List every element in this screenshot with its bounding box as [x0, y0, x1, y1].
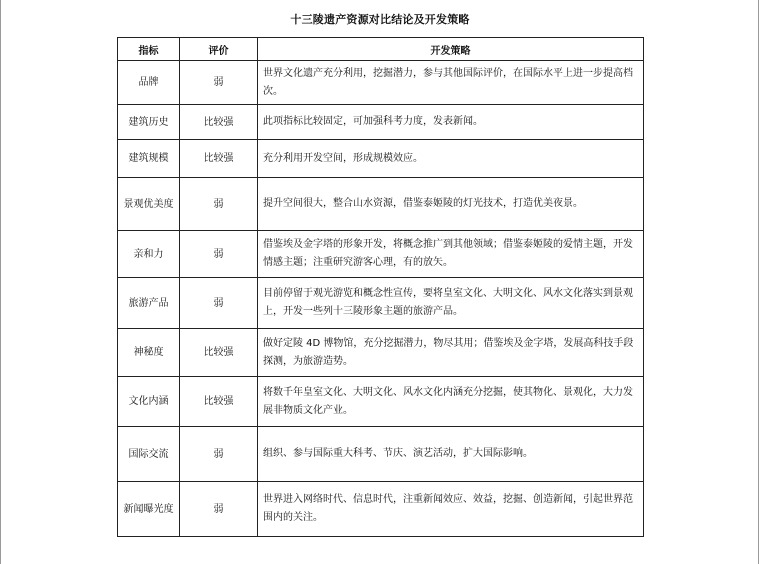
rating-cell: 弱	[180, 482, 258, 537]
table-row	[118, 377, 644, 427]
table-row	[118, 278, 644, 329]
strategy-cell: 充分利用开发空间，形成规模效应。	[258, 140, 644, 178]
indicator-cell: 景观优美度	[118, 178, 180, 231]
strategy-cell: 做好定陵 4D 博物馆，充分挖掘潜力，物尽其用；借鉴埃及金字塔，发展高科技手段探测，为旅游造势。	[258, 329, 644, 377]
indicator-cell: 新闻曝光度	[118, 482, 180, 537]
header-indicator: 指标	[118, 38, 180, 61]
header-strategy: 开发策略	[258, 38, 644, 61]
strategy-cell: 组织、参与国际重大科考、节庆、演艺活动，扩大国际影响。	[258, 427, 644, 482]
page-right-border	[758, 0, 759, 564]
table-header-row	[118, 38, 644, 61]
indicator-cell: 神秘度	[118, 329, 180, 377]
rating-cell: 弱	[180, 231, 258, 278]
table-row	[118, 427, 644, 482]
rating-cell: 弱	[180, 61, 258, 105]
rating-cell: 弱	[180, 278, 258, 329]
table-row	[118, 178, 644, 231]
strategy-table	[117, 37, 644, 537]
indicator-cell: 建筑历史	[118, 105, 180, 140]
indicator-cell: 旅游产品	[118, 278, 180, 329]
strategy-cell: 世界文化遗产充分利用，挖掘潜力，参与其他国际评价，在国际水平上进一步提高档次。	[258, 61, 644, 105]
indicator-cell: 文化内涵	[118, 377, 180, 427]
indicator-cell: 建筑规模	[118, 140, 180, 178]
strategy-cell: 此项指标比较固定，可加强科考力度，发表新闻。	[258, 105, 644, 140]
strategy-cell: 借鉴埃及金字塔的形象开发，将概念推广到其他领域；借鉴泰姬陵的爱情主题，开发情感主题；注重研究游客心理，有的放矢。	[258, 231, 644, 278]
table-row	[118, 329, 644, 377]
header-rating: 评价	[180, 38, 258, 61]
strategy-cell: 目前停留于观光游览和概念性宣传，要将皇室文化、大明文化、风水文化落实到景观上，开发一些列十三陵形象主题的旅游产品。	[258, 278, 644, 329]
table-title: 十三陵遗产资源对比结论及开发策略	[290, 13, 470, 26]
table-row	[118, 482, 644, 537]
strategy-cell: 将数千年皇室文化、大明文化、风水文化内涵充分挖掘，使其物化、景观化，大力发展非物质文化产业。	[258, 377, 644, 427]
table-row	[118, 105, 644, 140]
indicator-cell: 品牌	[118, 61, 180, 105]
table-row	[118, 231, 644, 278]
page-left-border	[0, 0, 1, 564]
indicator-cell: 国际交流	[118, 427, 180, 482]
rating-cell: 比较强	[180, 140, 258, 178]
indicator-cell: 亲和力	[118, 231, 180, 278]
rating-cell: 比较强	[180, 105, 258, 140]
strategy-cell: 世界进入网络时代、信息时代，注重新闻效应、效益，挖掘、创造新闻，引起世界范围内的关注。	[258, 482, 644, 537]
table-row	[118, 61, 644, 105]
rating-cell: 比较强	[180, 329, 258, 377]
rating-cell: 弱	[180, 178, 258, 231]
rating-cell: 弱	[180, 427, 258, 482]
rating-cell: 比较强	[180, 377, 258, 427]
strategy-cell: 提升空间很大，整合山水资源，借鉴泰姬陵的灯光技术，打造优美夜景。	[258, 178, 644, 231]
table-row	[118, 140, 644, 178]
